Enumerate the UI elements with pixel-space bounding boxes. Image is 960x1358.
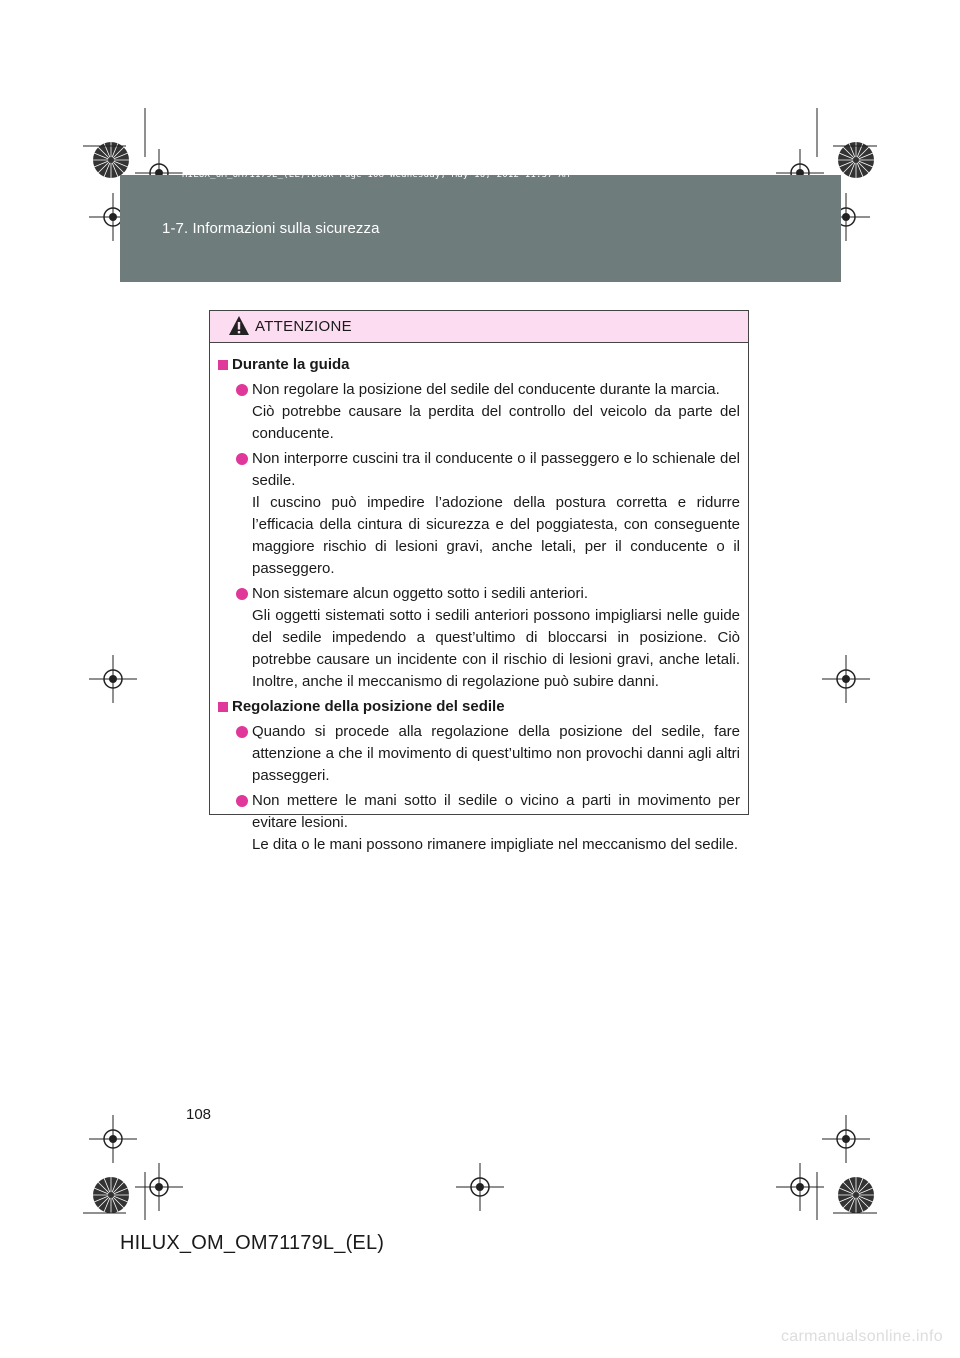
section-heading-text: Durante la guida xyxy=(232,356,350,373)
round-bullet-icon xyxy=(236,726,248,738)
round-bullet-icon xyxy=(236,795,248,807)
round-bullet-icon xyxy=(236,453,248,465)
list-item xyxy=(236,448,740,580)
watermark-text: carmanualsonline.info xyxy=(781,1328,943,1345)
item-text: Non interporre cuscini tra il conducente o il passeggero e lo schienale del sedile. xyxy=(252,450,740,489)
warning-header xyxy=(210,311,748,343)
warning-body xyxy=(210,343,748,856)
item-text: Non regolare la posizione del sedile del conducente durante la marcia. xyxy=(252,381,720,398)
item-text: Ciò potrebbe causare la perdita del controllo del veicolo da parte del conducente. xyxy=(252,403,740,442)
item-text: Gli oggetti sistemati sotto i sedili anteriori possono impigliarsi nelle guide del sedile impedendo a quest’ultimo di bloccarsi in posizione. Ciò potrebbe causare un incidente con il rischio di lesioni gravi, anche letali. Inoltre, anche il meccanismo di regolazione può subire danni. xyxy=(252,607,740,690)
section-heading-text: Regolazione della posizione del sedile xyxy=(232,698,505,715)
list-item xyxy=(236,583,740,693)
item-text: Non mettere le mani sotto il sedile o vicino a parti in movimento per evitare lesioni. xyxy=(252,792,740,831)
list-item xyxy=(236,721,740,787)
round-bullet-icon xyxy=(236,588,248,600)
item-text: Quando si procede alla regolazione della posizione del sedile, fare attenzione a che il movimento di quest’ultimo non provochi danni agli altri passeggeri. xyxy=(252,723,740,784)
list-item xyxy=(236,790,740,856)
section-heading xyxy=(218,354,740,376)
section-title: 1-7. Informazioni sulla sicurezza xyxy=(162,220,380,237)
book-stamp: HILUX_OM_OM71179L_(EL).book Page 108 Wednesday, May 16, 2012 11:37 AM xyxy=(182,170,570,180)
list-item xyxy=(236,379,740,445)
round-bullet-icon xyxy=(236,384,248,396)
warning-title: ATTENZIONE xyxy=(255,318,352,335)
page-number: 108 xyxy=(186,1106,212,1123)
square-bullet-icon xyxy=(218,702,228,712)
item-text: Il cuscino può impedire l’adozione della postura corretta e ridurre l’efficacia della cintura di sicurezza e del poggiatesta, con conseguente maggiore rischio di lesioni gravi, anche letali, per il conducente o il passeggero. xyxy=(252,494,740,577)
item-text: Le dita o le mani possono rimanere impigliate nel meccanismo del sedile. xyxy=(252,836,739,853)
warning-triangle-icon xyxy=(228,315,250,337)
warning-box xyxy=(209,310,749,853)
square-bullet-icon xyxy=(218,360,228,370)
footer-code: HILUX_OM_OM71179L_(EL) xyxy=(120,1232,385,1254)
item-text: Non sistemare alcun oggetto sotto i sedili anteriori. xyxy=(252,585,589,602)
section-heading xyxy=(218,696,740,718)
